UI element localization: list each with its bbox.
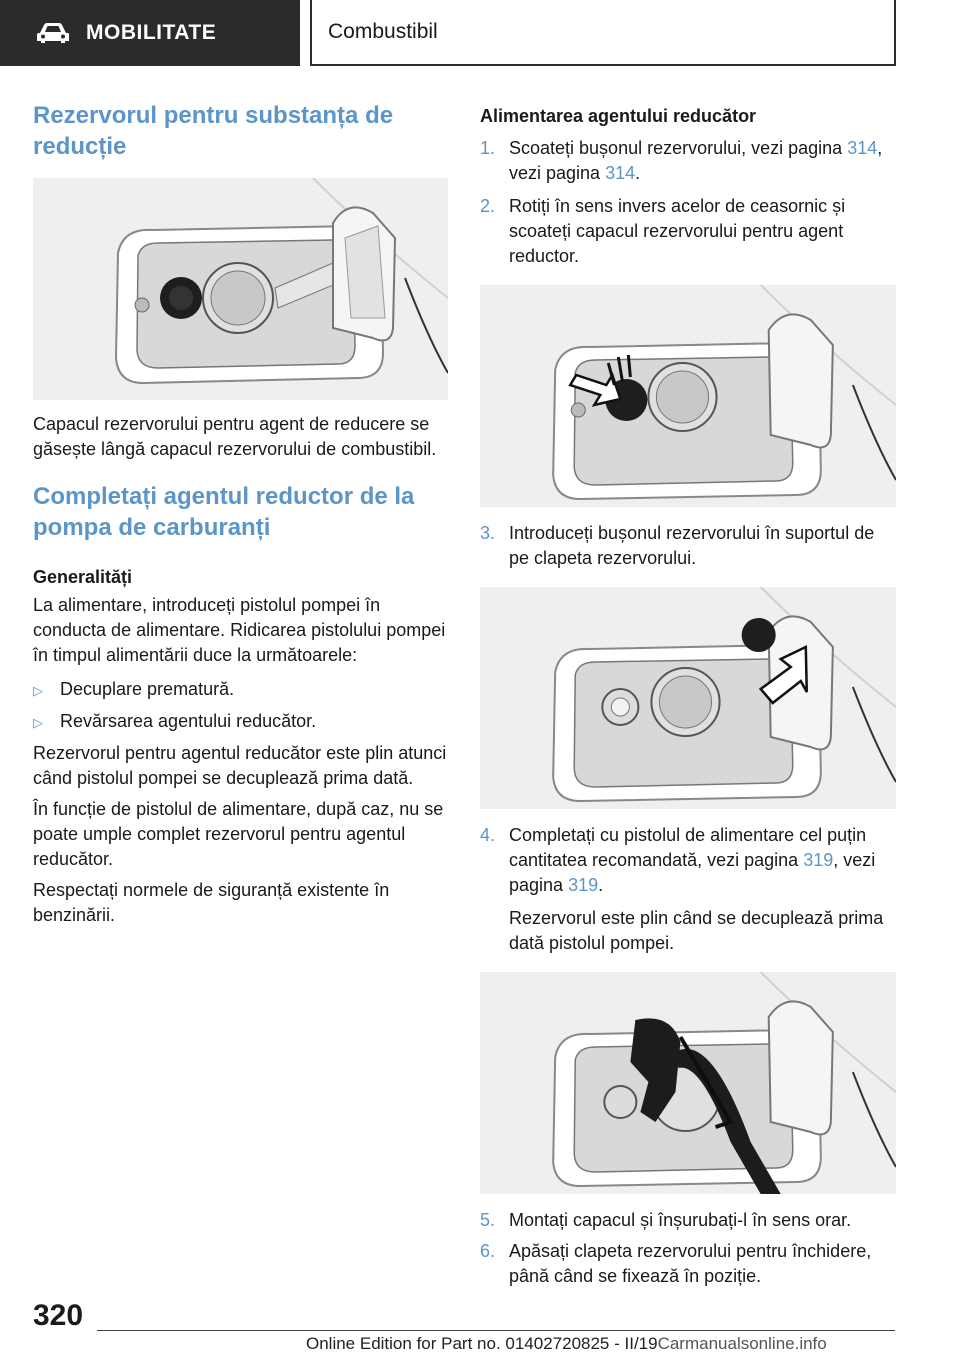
photo-pump-nozzle (480, 972, 896, 1194)
footer-text (306, 1334, 827, 1354)
triangle-bullet-icon: ▷ (33, 715, 43, 730)
page-link[interactable]: 319 (568, 875, 599, 895)
step-number: 1. (480, 138, 496, 158)
bullet-item (33, 709, 448, 735)
step-number: 5. (480, 1210, 496, 1230)
photo-cap-holder (480, 587, 896, 809)
watermark: Carmanualsonline.info (657, 1334, 827, 1353)
paragraph-full: Rezervorul pentru agentul reducător este plin atunci când pistolul pompei se decuplează prima dată. (33, 743, 447, 788)
step-number: 6. (480, 1241, 496, 1261)
photo-caption: Capacul rezervorului pentru agent de reducere se găsește lângă capacul rezervorului de combustibil. (33, 414, 437, 459)
step-item (480, 823, 896, 898)
section-heading-tank: Rezervorul pentru substanța de reducție (33, 102, 394, 160)
photo-remove-cap (480, 285, 896, 507)
step-text: Introduceți bușonul rezervorului în suportul de pe clapeta rezervorului. (509, 523, 875, 568)
step-number: 2. (480, 196, 496, 216)
edition-label: Online Edition for Part no. 01402720825 - II/19 (306, 1334, 658, 1353)
page-link[interactable]: 319 (803, 850, 834, 870)
step-text: Apăsați clapeta rezervorului pentru închidere, până când se fixează în poziție. (509, 1241, 872, 1286)
paragraph-safety: Respectați normele de siguranță existente în benzinării. (33, 880, 390, 925)
page-number: 320 (33, 1299, 84, 1332)
step-text: Montați capacul și înșurubați-l în sens orar. (509, 1210, 852, 1230)
step-text: Rotiți în sens invers acelor de ceasornic și scoateți capacul rezervorului pentru agent reductor. (509, 196, 846, 266)
subsection-title: Combustibil (328, 20, 438, 43)
right-column (480, 104, 896, 1289)
page-header (0, 0, 960, 66)
step-item (480, 1208, 896, 1233)
step-number: 4. (480, 825, 496, 845)
page-link[interactable]: 314 (605, 163, 636, 183)
section-heading-refill: Completați agentul reductor de la pompa de carburanți (33, 483, 415, 541)
section-tab (0, 0, 300, 66)
step-number: 3. (480, 523, 496, 543)
car-icon (36, 22, 70, 44)
bullet-text: Decuplare prematură. (60, 679, 235, 699)
general-text: La alimentare, introduceți pistolul pompei în conducta de alimentare. Ridicarea pistolului pompei în timpul alimentării duce la următoarele: (33, 595, 446, 665)
footer-divider (97, 1330, 895, 1331)
photo-tank-cap (33, 178, 448, 400)
subheading-general: Generalități (33, 567, 133, 587)
step-item (480, 1239, 896, 1289)
bullet-text: Revărsarea agentului reducător. (60, 711, 317, 731)
left-column (33, 100, 448, 928)
step-item (480, 521, 896, 571)
subsection-box (310, 0, 896, 66)
subheading-refill-procedure: Alimentarea agentului reducător (480, 106, 757, 126)
bullet-item (33, 677, 448, 703)
section-title: MOBILITATE (86, 21, 217, 44)
step-text: Completați cu pistolul de alimentare cel puțin cantitatea recomandată, vezi pagina 319, vezi pagina 319. (509, 825, 876, 895)
step-item (480, 194, 896, 269)
step-note: Rezervorul este plin când se decuplează prima dată pistolul pompei. (509, 908, 884, 953)
paragraph-pistol: În funcție de pistolul de alimentare, după caz, nu se poate umple complet rezervorul pentru agentul reducător. (33, 799, 444, 869)
step-item (480, 136, 896, 186)
triangle-bullet-icon: ▷ (33, 683, 43, 698)
bullet-list (33, 677, 448, 735)
page-link[interactable]: 314 (847, 138, 878, 158)
step-text: Scoateți bușonul rezervorului, vezi pagina 314, vezi pagina 314. (509, 138, 883, 183)
